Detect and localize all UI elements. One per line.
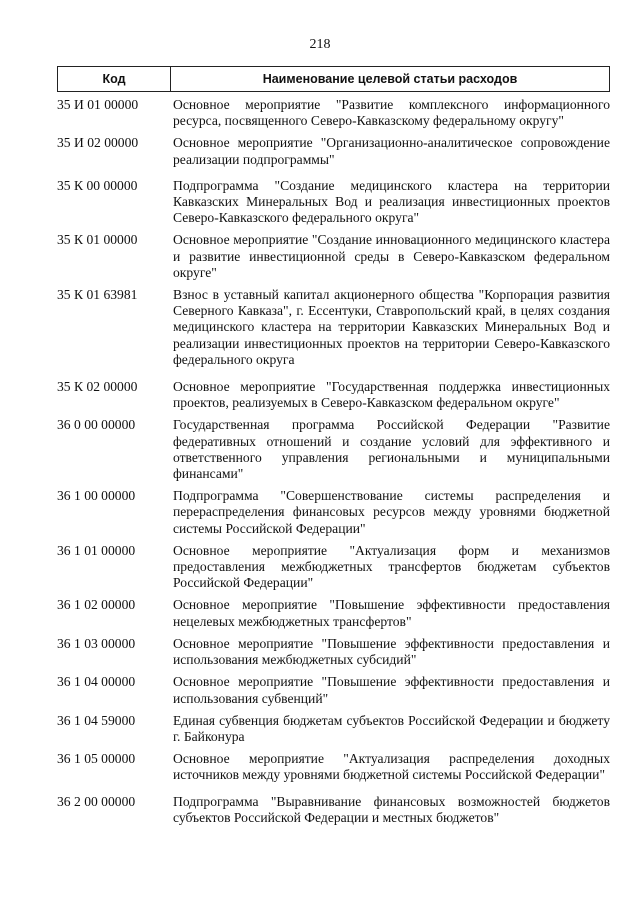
table-row (57, 636, 610, 668)
row-name: Основное мероприятие "Повышение эффективности предоставления и использования субвенций" (173, 674, 610, 706)
row-name: Основное мероприятие "Актуализация распределения доходных источников между уровнями бюджетной системы Российской Федерации" (173, 751, 610, 783)
row-code: 36 2 00 00000 (57, 793, 136, 809)
row-name: Единая субвенция бюджетам субъектов Российской Федерации и бюджету г. Байконура (173, 712, 610, 744)
row-code: 35 К 01 63981 (57, 287, 138, 303)
row-name: Государственная программа Российской Федерации "Развитие федеративных отношений и создание условий для эффективного и ответственного управления региональными и муниципальными финансами" (173, 417, 610, 482)
table-row (57, 751, 610, 783)
row-code: 36 1 00 00000 (57, 488, 136, 504)
row-name: Подпрограмма "Совершенствование системы распределения и перераспределения финансовых ресурсов между уровнями бюджетной системы Российской Федерации" (173, 488, 610, 536)
table-row (57, 794, 610, 826)
table-row (57, 674, 610, 706)
row-code: 35 И 01 00000 (57, 97, 139, 112)
row-name: Основное мероприятие "Создание инновационного медицинского кластера и развитие инвестиционной среды в Северо-Кавказском федеральном округе" (173, 232, 610, 280)
header-code: Код (58, 67, 171, 91)
row-code: 35 И 02 00000 (57, 135, 139, 151)
row-code: 35 К 01 00000 (57, 232, 138, 248)
table-body (57, 97, 610, 826)
row-name: Подпрограмма "Выравнивание финансовых возможностей бюджетов субъектов Российской Федерации и местных бюджетов" (173, 793, 610, 825)
row-code: 36 1 03 00000 (57, 635, 136, 651)
row-code: 36 0 00 00000 (57, 417, 136, 433)
table-header (57, 66, 610, 92)
row-name: Основное мероприятие "Государственная поддержка инвестиционных проектов, реализуемых в Северо-Кавказском федеральном округе" (173, 379, 610, 411)
budget-items-table (57, 66, 610, 832)
row-name: Основное мероприятие "Повышение эффективности предоставления нецелевых межбюджетных трансфертов" (173, 597, 610, 629)
row-code: 35 К 00 00000 (57, 177, 138, 193)
table-row (57, 379, 610, 411)
row-name: Основное мероприятие "Организационно-аналитическое сопровождение реализации подпрограммы" (173, 135, 610, 167)
table-row (57, 178, 610, 227)
row-name: Основное мероприятие "Развитие комплексного информационного ресурса, посвященного Северо-Кавказскому федеральному округу" (173, 97, 610, 129)
row-name: Основное мероприятие "Актуализация форм и механизмов предоставления межбюджетных трансфертов бюджетам субъектов Российской Федерации" (173, 542, 610, 591)
row-name: Основное мероприятие "Повышение эффективности предоставления и использования межбюджетных субсидий" (173, 635, 610, 668)
table-row (57, 417, 610, 482)
row-code: 36 1 04 59000 (57, 712, 136, 728)
row-code: 35 К 02 00000 (57, 379, 138, 395)
table-row (57, 488, 610, 537)
table-row (57, 543, 610, 592)
table-row (57, 232, 610, 281)
row-code: 36 1 02 00000 (57, 597, 136, 613)
row-code: 36 1 05 00000 (57, 751, 136, 767)
page-number: 218 (309, 37, 331, 52)
table-row (57, 97, 610, 129)
header-name: Наименование целевой статьи расходов (262, 72, 518, 86)
table-row (57, 713, 610, 745)
table-row (57, 597, 610, 629)
row-name: Подпрограмма "Создание медицинского кластера на территории Кавказских Минеральных Вод и реализация инвестиционных проектов Северо-Кавказского федерального округа" (173, 177, 610, 226)
table-row (57, 287, 610, 368)
row-name: Взнос в уставный капитал акционерного общества "Корпорация развития Северного Кавказа", г. Ессентуки, Ставропольский край, в целях создания медицинского кластера на территории Кавказских Минеральных Вод и реализации инвестиционных проектов на территории Северо-Кавказского федерального округа (173, 287, 610, 367)
row-code: 36 1 01 00000 (57, 542, 136, 558)
table-row (57, 135, 610, 167)
row-code: 36 1 04 00000 (57, 674, 136, 690)
